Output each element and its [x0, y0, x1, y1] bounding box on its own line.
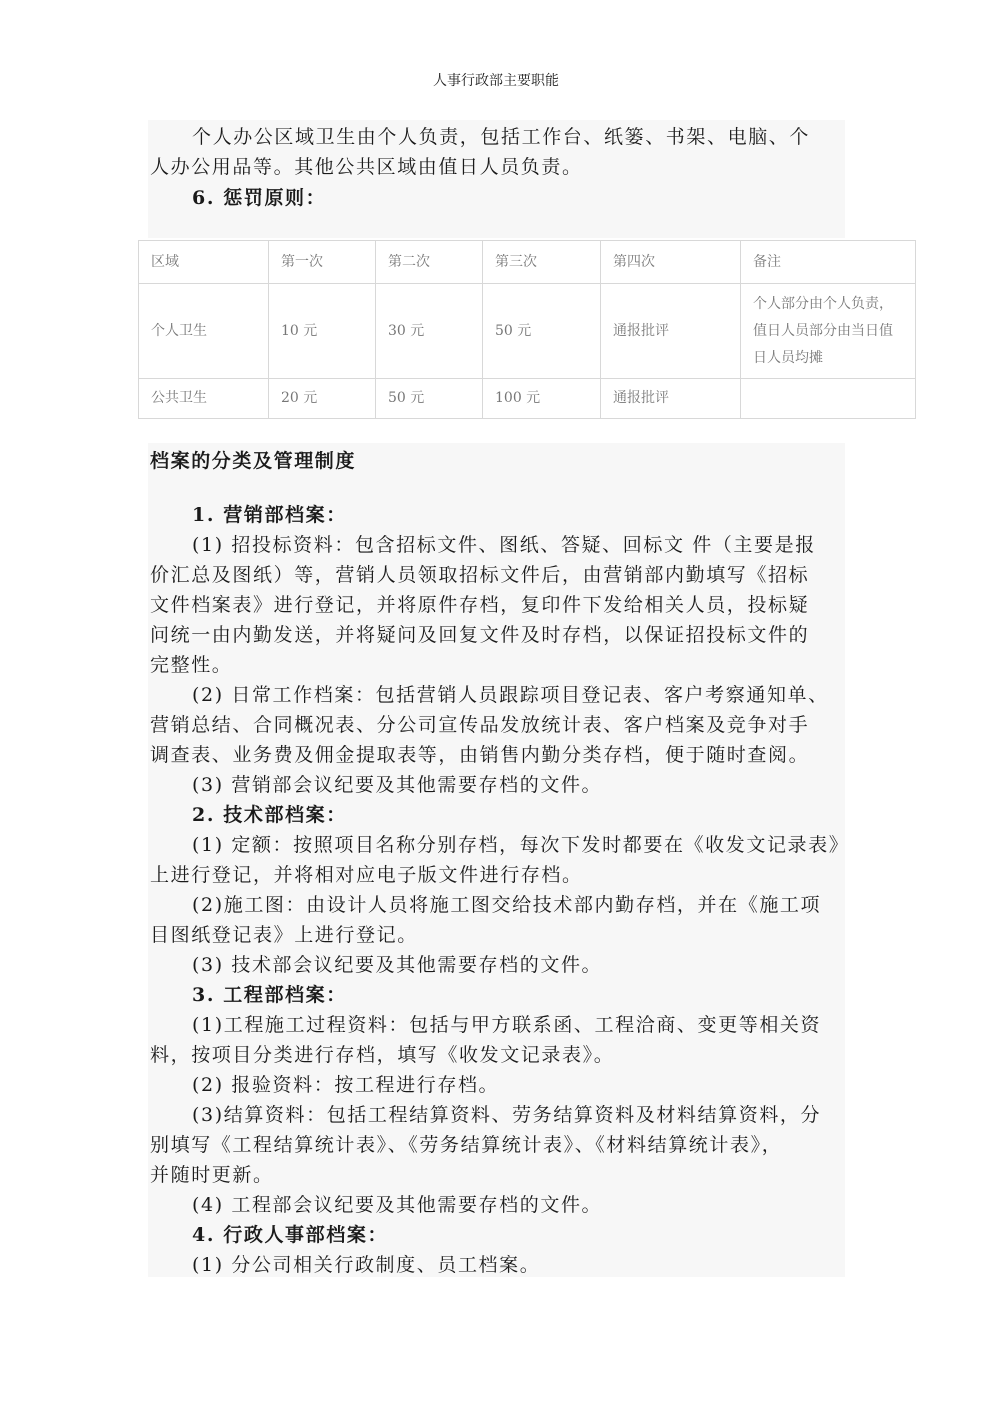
archive-line: 上进行登记，并将相对应电子版文件进行存档。	[150, 864, 583, 886]
table-cell: 个人卫生	[139, 284, 269, 379]
intro-line-1: 个人办公区域卫生由个人负责，包括工作台、纸篓、书架、电脑、个	[192, 126, 811, 148]
table-cell: 通报批评	[601, 379, 741, 419]
archive-line: 1. 营销部档案：	[192, 504, 347, 526]
archive-line: (1) 招投标资料：包含招标文件、图纸、答疑、回标文 件（主要是报	[192, 534, 816, 556]
archive-line: 别填写《工程结算统计表》、《劳务结算统计表》、《材料结算统计表》，	[150, 1134, 783, 1156]
archive-section-title: 档案的分类及管理制度	[150, 450, 357, 472]
table-header-cell: 第三次	[483, 241, 601, 284]
archive-line: 价汇总及图纸）等，营销人员领取招标文件后，由营销部内勤填写《招标	[150, 564, 810, 586]
table-cell: 50 元	[483, 284, 601, 379]
table-cell: 30 元	[376, 284, 483, 379]
table-cell-note: 个人部分由个人负责，值日人员部分由当日值日人员均摊	[741, 284, 916, 379]
penalty-principle-heading: 6. 惩罚原则：	[192, 187, 327, 209]
table-header-cell: 第四次	[601, 241, 741, 284]
archive-line: 料，按项目分类进行存档，填写《收发文记录表》。	[150, 1044, 615, 1066]
table-header-cell: 备注	[741, 241, 916, 284]
archive-line: 并随时更新。	[150, 1164, 274, 1186]
archive-line: (2) 报验资料：按工程进行存档。	[192, 1074, 500, 1096]
archive-line: (3)结算资料：包括工程结算资料、劳务结算资料及材料结算资料，分	[192, 1104, 822, 1126]
archive-line: 3. 工程部档案：	[192, 984, 347, 1006]
archive-line: 营销总结、合同概况表、分公司宣传品发放统计表、客户档案及竞争对手	[150, 714, 810, 736]
table-row	[139, 284, 916, 379]
archive-line: (1) 分公司相关行政制度、员工档案。	[192, 1254, 541, 1276]
archive-line: (1) 定额：按照项目名称分别存档，每次下发时都要在《收发文记录表》	[192, 834, 850, 856]
archive-line: 文件档案表》进行登记，并将原件存档，复印件下发给相关人员，投标疑	[150, 594, 810, 616]
penalty-table	[138, 240, 916, 419]
archive-line: 目图纸登记表》上进行登记。	[150, 924, 418, 946]
archive-line: (2)施工图：由设计人员将施工图交给技术部内勤存档，并在《施工项	[192, 894, 822, 916]
archive-line: 2. 技术部档案：	[192, 804, 347, 826]
table-header-cell: 区域	[139, 241, 269, 284]
archive-line: 完整性。	[150, 654, 233, 676]
archive-line: 4. 行政人事部档案：	[192, 1224, 389, 1246]
table-cell: 20 元	[269, 379, 376, 419]
table-header-cell: 第二次	[376, 241, 483, 284]
table-cell: 通报批评	[601, 284, 741, 379]
table-cell: 100 元	[483, 379, 601, 419]
table-cell-note	[741, 379, 916, 419]
archive-line: (4) 工程部会议纪要及其他需要存档的文件。	[192, 1194, 603, 1216]
archive-line: 调查表、业务费及佣金提取表等，由销售内勤分类存档，便于随时查阅。	[150, 744, 810, 766]
archive-line: (1)工程施工过程资料：包括与甲方联系函、工程洽商、变更等相关资	[192, 1014, 822, 1036]
page-header-title: 人事行政部主要职能	[433, 73, 559, 89]
table-header-cell: 第一次	[269, 241, 376, 284]
table-cell: 50 元	[376, 379, 483, 419]
archive-line: (3) 技术部会议纪要及其他需要存档的文件。	[192, 954, 603, 976]
table-cell: 10 元	[269, 284, 376, 379]
table-cell: 公共卫生	[139, 379, 269, 419]
archive-line: (3) 营销部会议纪要及其他需要存档的文件。	[192, 774, 603, 796]
intro-line-2: 人办公用品等。其他公共区域由值日人员负责。	[150, 156, 583, 178]
table-header-row	[139, 241, 916, 284]
table-row	[139, 379, 916, 419]
archive-line: 问统一由内勤发送，并将疑问及回复文件及时存档，以保证招投标文件的	[150, 624, 810, 646]
archive-line: (2) 日常工作档案：包括营销人员跟踪项目登记表、客户考察通知单、	[192, 684, 829, 706]
